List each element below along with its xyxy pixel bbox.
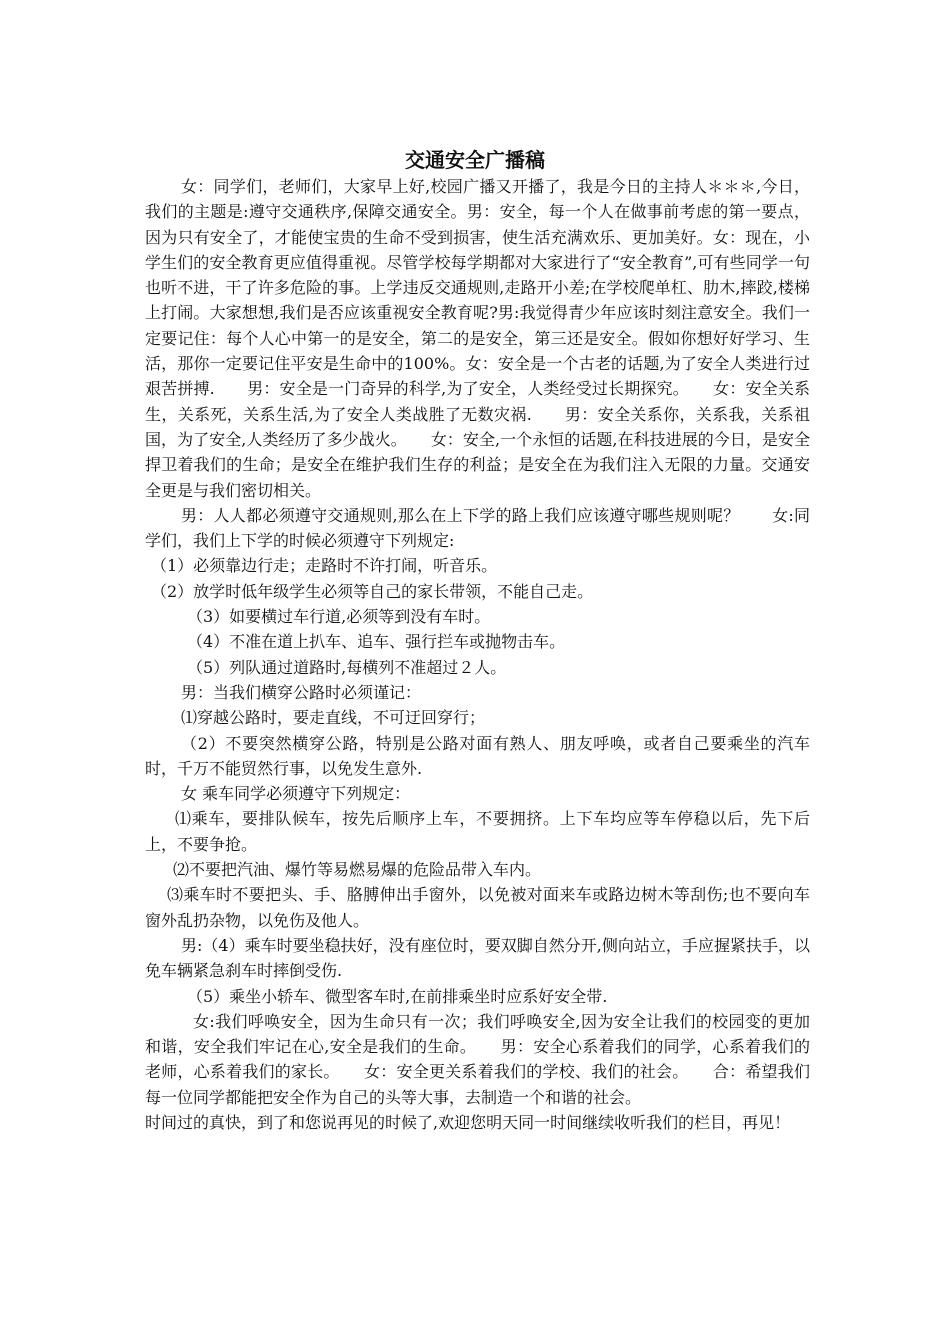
- document-title: 交通安全广播稿: [405, 148, 545, 172]
- paragraph-closing-dialogue: 女:我们呼唤安全，因为生命只有一次；我们呼唤安全,因为安全让我们的校园变的更加和谐，安全我们牢记在心,安全是我们的生命。 男：安全心系着我们的同学，心系着我们的老师，心系着我们的家长。 女：安全更关系着我们的学校、我们的社会。 合：希望我们每一位同学都能把安全作为自己的头等大事，去制造一个和谐的社会。: [145, 1011, 810, 1107]
- riding-item-5: （5）乘坐小轿车、微型客车时,在前排乘坐时应系好安全带.: [187, 986, 608, 1006]
- crossing-item-2: （2）不要突然横穿公路，特别是公路对面有熟人、朋友呼唤，或者自己要乘坐的汽车时，千万不能贸然行事，以免发生意外.: [145, 733, 810, 778]
- paragraph-opening: 女：同学们，老师们，大家早上好,校园广播又开播了，我是今日的主持人＊＊＊,今日，我们的主题是:遵守交通秩序,保障交通安全。男：安全，每一个人在做事前考虑的第一要点，因为只有安全了，才能使宝贵的生命不受到损害，使生活充满欢乐、更加美好。女：现在，小学生们的安全教育更应值得重视。尽管学校每学期都对大家进行了“安全教育”,可有些同学一句也听不进，干了许多危险的事。上学违反交通规则,走路开小差;在学校爬单杠、肋木,摔跤,楼梯上打闹。大家想想,我们是否应该重视安全教育呢?男:我觉得青少年应该时刻注意安全。我们一定要记住：每个人心中第一的是安全，第二的是安全，第三还是安全。假如你想好好学习、生活，那你一定要记住平安是生命中的100%。女：安全是一个古老的话题,为了安全人类进行过艰苦拼搏. 男：安全是一门奇异的科学,为了安全，人类经受过长期探究。 女：安全关系生，关系死，关系生活,为了安全人类战胜了无数灾祸. 男：安全关系你，关系我，关系祖国，为了安全,人类经历了多少战火。 女：安全,一个永恒的话题,在科技进展的今日，是安全捍卫着我们的生命；是安全在维护我们生存的利益；是安全在为我们注入无限的力量。交通安全更是与我们密切相关。: [145, 177, 810, 500]
- riding-intro: 女 乘车同学必须遵守下列规定：: [181, 784, 411, 804]
- riding-item-1: ⑴乘车，要排队候车，按先后顺序上车，不要拥挤。上下车均应等车停稳以后，先下后上，不要争抢。: [145, 809, 810, 854]
- riding-item-4: 男:（4）乘车时要坐稳扶好，没有座位时，要双脚自然分开,侧向站立，手应握紧扶手，以免车辆紧急刹车时摔倒受伤.: [145, 935, 810, 981]
- rule-item-2: （2）放学时低年级学生必须等自己的家长带领，不能自己走。: [151, 581, 594, 601]
- rule-item-4: （4）不准在道上扒车、追车、强行拦车或抛物击车。: [187, 632, 566, 652]
- crossing-item-1: ⑴穿越公路时，要走直线，不可迂回穿行；: [181, 708, 486, 728]
- paragraph-rules-intro: 男：人人都必须遵守交通规则,那么在上下学的路上我们应该遵守哪些规则呢？ 女:同学们，我们上下学的时候必须遵守下列规定:: [145, 505, 810, 551]
- riding-item-3: ⑶乘车时不要把头、手、胳膊伸出手窗外，以免被对面来车或路边树木等刮伤;也不要向车窗外乱扔杂物，以免伤及他人。: [145, 885, 810, 930]
- rule-item-1: （1）必须靠边行走；走路时不许打闹，听音乐。: [151, 556, 498, 576]
- rule-item-3: （3）如要横过车行道,必须等到没有车时。: [187, 607, 491, 627]
- document-body: [145, 174, 810, 1135]
- rule-item-5: （5）列队通过道路时,每横列不准超过２人。: [187, 657, 507, 677]
- riding-item-2: ⑵不要把汽油、爆竹等易燃易爆的危险品带入车内。: [173, 860, 542, 880]
- paragraph-farewell: 时间过的真快，到了和您说再见的时候了,欢迎您明天同一时间继续收听我们的栏目，再见！: [145, 1112, 791, 1132]
- crossing-intro: 男：当我们横穿公路时必须谨记：: [181, 682, 422, 702]
